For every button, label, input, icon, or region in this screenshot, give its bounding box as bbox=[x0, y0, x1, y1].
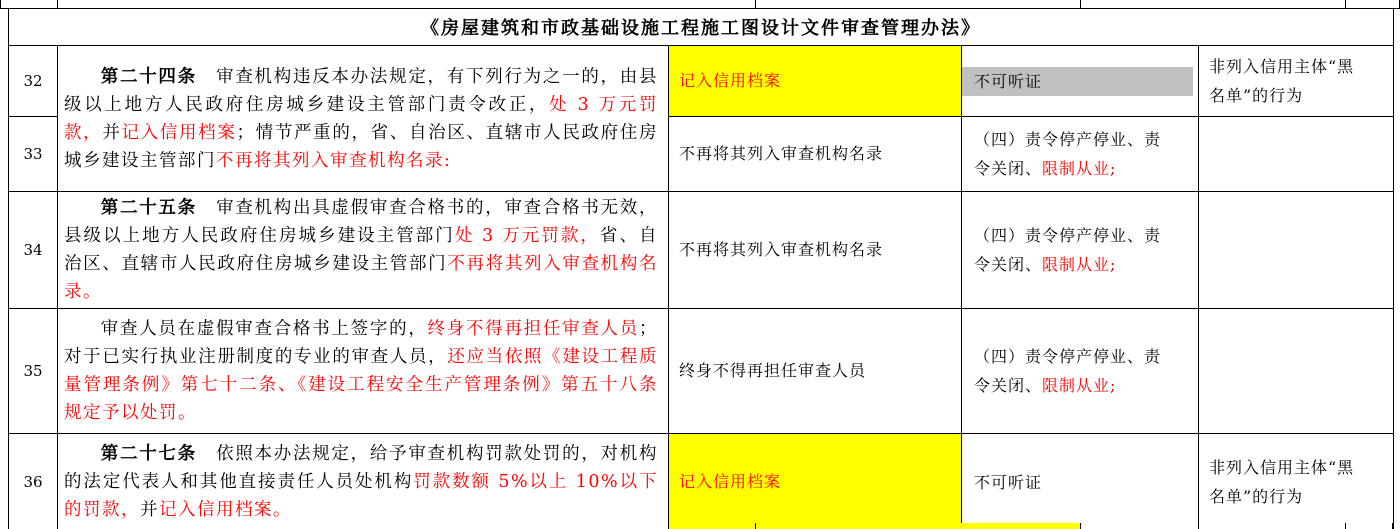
hearing-cell: 不可听证 bbox=[962, 434, 1199, 529]
table-row bbox=[9, 309, 1394, 434]
blacklist-cell bbox=[1199, 117, 1394, 192]
gray-highlight: 不可听证 bbox=[962, 67, 1193, 96]
table-title: 《房屋建筑和市政基础设施工程施工图设计文件审查管理办法》 bbox=[9, 9, 1394, 46]
hearing-cell: （四）责令停产停业、责令关闭、限制从业; bbox=[962, 117, 1199, 192]
law-text-cell: 审查人员在虚假审查合格书上签字的，终身不得再担任审查人员；对于已实行执业注册制度的专业的审查人员，还应当依照《建设工程质量管理条例》第七十二条、《建设工程安全生产管理条例》第五十八条规定予以处罚。 bbox=[58, 309, 669, 434]
row-number-cell: 33 bbox=[9, 117, 58, 192]
blacklist-cell bbox=[1199, 309, 1394, 434]
law-text-cell: 第二十七条 依照本办法规定，给予审查机构罚款处罚的，对机构的法定代表人和其他直接责任人员处机构罚款数额 5%以上 10%以下的罚款，并记入信用档案。 bbox=[58, 434, 669, 529]
hearing-cell bbox=[962, 46, 1199, 117]
hearing-cell: （四）责令停产停业、责令关闭、限制从业; bbox=[962, 192, 1199, 309]
law-text-cell: 第二十五条 审查机构出具虚假审查合格书的，审查合格书无效，县级以上地方人民政府住房城乡建设主管部门处 3 万元罚款，省、自治区、直辖市人民政府住房城乡建设主管部门不再将其列入审查机构名录。 bbox=[58, 192, 669, 309]
row-number-cell: 34 bbox=[9, 192, 58, 309]
blacklist-cell: 非列入信用主体“黑名单”的行为 bbox=[1199, 434, 1394, 529]
table-row bbox=[9, 192, 1394, 309]
credit-measure-cell: 不再将其列入审查机构名录 bbox=[669, 117, 962, 192]
regulation-table bbox=[8, 8, 1394, 529]
row-number-cell: 36 bbox=[9, 434, 58, 529]
table-row bbox=[9, 434, 1394, 529]
blacklist-cell: 非列入信用主体“黑名单”的行为 bbox=[1199, 46, 1394, 117]
row-number-cell: 32 bbox=[9, 46, 58, 117]
law-text-cell: 第二十四条 审查机构违反本办法规定，有下列行为之一的，由县级以上地方人民政府住房城乡建设主管部门责令改正，处 3 万元罚款，并记入信用档案；情节严重的，省、自治区、直辖市人民政府住房城乡建设主管部门不再将其列入审查机构名录: bbox=[58, 46, 669, 192]
blacklist-cell bbox=[1199, 192, 1394, 309]
table-row bbox=[9, 9, 1394, 46]
credit-measure-cell: 记入信用档案 bbox=[669, 434, 962, 529]
credit-measure-cell: 终身不得再担任审查人员 bbox=[669, 309, 962, 434]
yellow-highlight-stub bbox=[756, 523, 1080, 529]
table-row bbox=[9, 46, 1394, 117]
credit-measure-cell: 不再将其列入审查机构名录 bbox=[669, 192, 962, 309]
row-number-cell: 35 bbox=[9, 309, 58, 434]
partial-row-bottom bbox=[0, 523, 1400, 529]
credit-measure-cell: 记入信用档案 bbox=[669, 46, 962, 117]
hearing-cell: （四）责令停产停业、责令关闭、限制从业; bbox=[962, 309, 1199, 434]
